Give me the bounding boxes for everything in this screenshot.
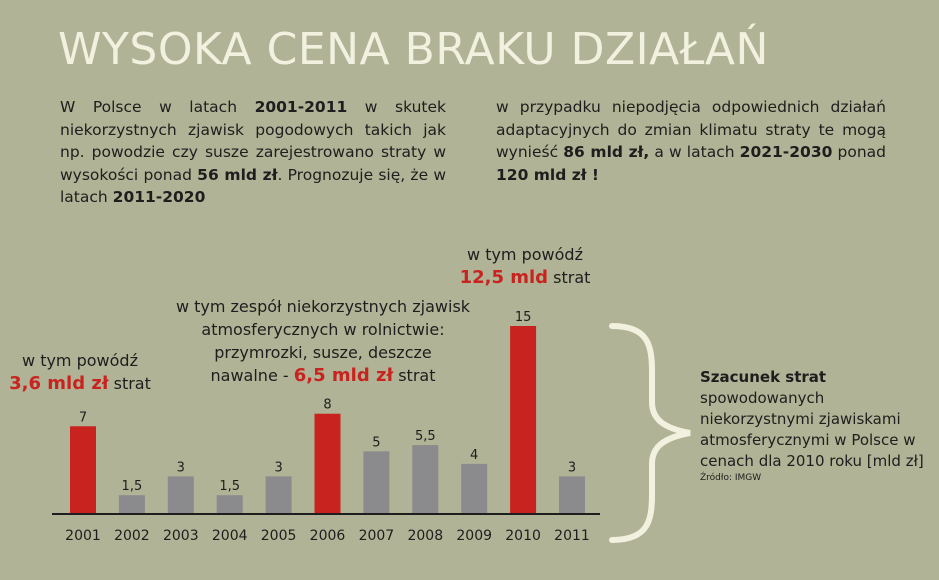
x-tick-label-2007: 2007 xyxy=(358,528,395,544)
annotation-2006: w tym zespół niekorzystnych zjawisk atmosferycznych w rolnictwie: przymrozki, susze, deszcze nawalne - 6,5 mld zł strat xyxy=(175,297,471,386)
x-tick-label-2003: 2003 xyxy=(162,528,199,544)
bar-2010 xyxy=(510,326,536,514)
intro-paragraph-right: w przypadku niepodjęcia odpowiednich działań adaptacyjnych do zmian klimatu straty te mogą wynieść 86 mld zł, a w latach 2021-2030 ponad 120 mld zł ! xyxy=(496,98,887,184)
bar-2007 xyxy=(363,451,389,514)
value-label-2007: 5 xyxy=(372,435,381,451)
page-title: WYSOKA CENA BRAKU DZIAŁAŃ xyxy=(58,24,769,75)
curly-brace xyxy=(612,326,690,540)
value-label-2006: 8 xyxy=(323,397,332,413)
value-label-2001: 7 xyxy=(78,410,88,426)
bar-2003 xyxy=(168,476,194,514)
bar-2006 xyxy=(315,414,341,514)
bar-2002 xyxy=(119,495,145,514)
bar-2008 xyxy=(412,445,438,514)
value-label-2009: 4 xyxy=(470,447,479,463)
value-label-2002: 1,5 xyxy=(121,479,143,495)
x-tick-label-2004: 2004 xyxy=(211,528,248,544)
bar-2009 xyxy=(461,464,487,514)
value-label-2010: 15 xyxy=(514,310,532,325)
value-label-2008: 5,5 xyxy=(414,429,436,445)
value-label-2011: 3 xyxy=(567,460,577,476)
x-tick-label-2011: 2011 xyxy=(554,528,590,544)
bar-2011 xyxy=(559,476,585,514)
annotation-2001: w tym powódź 3,6 mld zł strat xyxy=(9,351,151,394)
bar-2004 xyxy=(217,495,243,514)
value-label-2004: 1,5 xyxy=(219,479,241,495)
x-tick-label-2005: 2005 xyxy=(260,528,297,544)
annotation-2010: w tym powódź 12,5 mld strat xyxy=(459,245,591,288)
intro-paragraph-left: W Polsce w latach 2001-2011 w skutek niekorzystnych zjawisk pogodowych takich jak np. powodzie czy susze zarejestrowano straty w wysokości ponad 56 mld zł. Prognozuje się, że w latach 2011-2020 xyxy=(60,98,446,206)
x-tick-label-2009: 2009 xyxy=(456,528,493,544)
value-label-2003: 3 xyxy=(176,460,185,476)
x-tick-label-2008: 2008 xyxy=(407,528,444,544)
value-label-2005: 3 xyxy=(274,460,283,476)
x-tick-label-2010: 2010 xyxy=(505,528,541,544)
x-tick-label-2001: 2001 xyxy=(65,528,101,544)
chart-legend-note: Szacunek strat spowodowanych niekorzystnymi zjawiskami atmosferycznymi w Polsce w cenach dla 2010 roku [mld zł] Źródło: IMGW xyxy=(700,368,924,483)
x-tick-label-2006: 2006 xyxy=(309,528,346,544)
bar-2005 xyxy=(266,476,292,514)
x-tick-label-2002: 2002 xyxy=(114,528,150,544)
bar-2001 xyxy=(70,426,96,514)
